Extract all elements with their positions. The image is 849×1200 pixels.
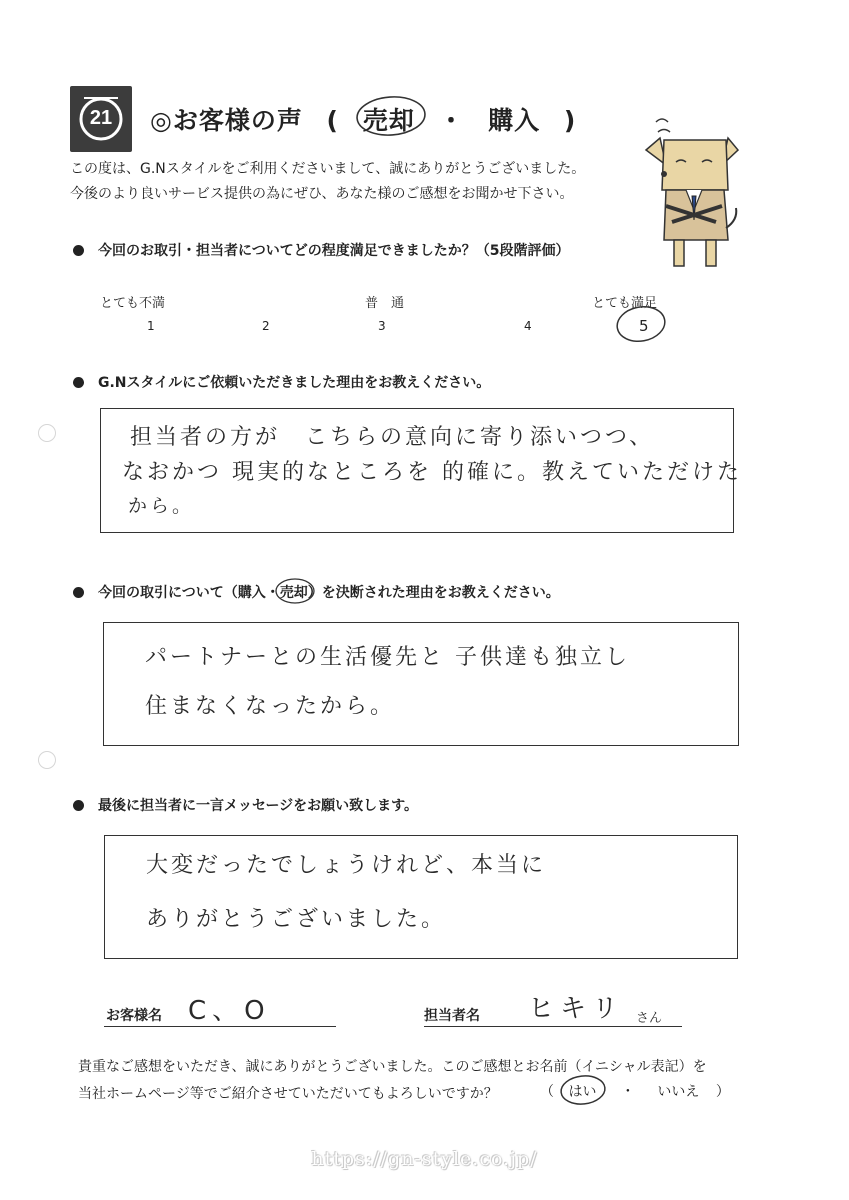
- consent-separator: ・: [620, 1084, 635, 1100]
- title-open-paren: (: [326, 106, 339, 135]
- answer-3-line-1: パートナーとの生活優先と 子供達も独立し: [145, 645, 630, 670]
- rating-option-2[interactable]: 2: [262, 319, 270, 333]
- dog-mascot-icon: [636, 110, 746, 275]
- intro-line-1: この度は、G.Nスタイルをご利用くださいまして、誠にありがとうございました。: [70, 161, 586, 177]
- answer-2-line-3: から。: [128, 495, 195, 517]
- customer-name-value[interactable]: C、O: [188, 996, 271, 1026]
- title-prefix: ◎お客様の声: [150, 106, 303, 135]
- staff-name-suffix: さん: [636, 1011, 663, 1026]
- rating-selected-circle: [612, 302, 670, 346]
- rating-option-3[interactable]: 3: [378, 319, 386, 333]
- title-separator: ・: [438, 106, 465, 135]
- question-3-circled-label: 売却: [279, 585, 308, 601]
- consent-open-paren: （: [540, 1084, 554, 1100]
- bullet-icon: [73, 245, 84, 256]
- bullet-icon: [73, 800, 84, 811]
- option-sale-circle: [353, 93, 429, 139]
- century21-logo-icon: [70, 86, 132, 152]
- staff-name-label: 担当者名: [424, 1008, 480, 1024]
- rating-option-5[interactable]: 5: [639, 317, 649, 335]
- question-2: [73, 372, 490, 392]
- option-sale-label: 売却: [362, 106, 415, 135]
- question-3-circle: [274, 576, 316, 606]
- consent-yes-label: はい: [568, 1084, 597, 1100]
- answer-4-line-1: 大変だったでしょうけれど、本当に: [146, 853, 547, 878]
- answer-2-line-1: 担当者の方が こちらの意向に寄り添いつつ、: [130, 425, 655, 450]
- title-close-paren: ): [563, 106, 577, 135]
- question-3-text-before: 今回の取引について（購入・: [98, 585, 280, 601]
- rating-option-4[interactable]: 4: [524, 319, 532, 333]
- scale-label-mid: 普 通: [365, 296, 405, 311]
- question-3-text-after: ）を決断された理由をお教えください。: [307, 585, 560, 601]
- punch-hole-top: [38, 424, 56, 442]
- page-title: [150, 101, 590, 137]
- answer-2-line-2: なおかつ 現実的なところを 的確に。教えていただけた: [122, 460, 742, 485]
- staff-name-line: [424, 1026, 682, 1027]
- intro-line-2: 今後のより良いサービス提供の為にぜひ、あなた様のご感想をお聞かせ下さい。: [70, 186, 574, 202]
- question-1: [73, 240, 569, 260]
- closing-line-2: 当社ホームページ等でご紹介させていただいてもよろしいですか？: [78, 1086, 498, 1102]
- customer-name-line: [104, 1026, 336, 1027]
- bullet-icon: [73, 377, 84, 388]
- answer-4-line-2: ありがとうございました。: [146, 907, 447, 932]
- logo-number: 21: [89, 107, 113, 129]
- closing-line-1: 貴重なご感想をいただき、誠にありがとうございました。このご感想とお名前（イニシャル表記）を: [78, 1059, 707, 1075]
- rating-option-1[interactable]: 1: [147, 319, 155, 333]
- consent-yes-circle: [558, 1073, 608, 1107]
- consent-no[interactable]: いいえ: [657, 1084, 700, 1100]
- consent-options: [540, 1081, 730, 1101]
- consent-yes[interactable]: [568, 1081, 596, 1101]
- customer-name-label: お客様名: [106, 1008, 162, 1024]
- watermark-url: https://gn-style.co.jp/: [311, 1148, 538, 1170]
- answer-3-line-2: 住まなくなったから。: [145, 694, 396, 719]
- question-3-circled-option: [280, 582, 308, 602]
- question-1-text: 今回のお取引・担当者についてどの程度満足できましたか？（5段階評価）: [98, 243, 570, 259]
- question-4: [73, 795, 418, 815]
- scale-label-high: とても満足: [592, 296, 658, 311]
- bullet-icon: [73, 587, 84, 598]
- punch-hole-bottom: [38, 751, 56, 769]
- question-4-text: 最後に担当者に一言メッセージをお願い致します。: [98, 798, 419, 814]
- option-sale: [363, 101, 415, 137]
- question-2-text: G.Nスタイルにご依頼いただきました理由をお教えください。: [98, 375, 491, 391]
- staff-name-value[interactable]: ヒキリ: [528, 994, 625, 1024]
- consent-close-paren: ）: [715, 1084, 730, 1100]
- question-3: [73, 582, 560, 602]
- scale-label-low: とても不満: [100, 296, 166, 311]
- option-purchase: 購入: [488, 106, 541, 135]
